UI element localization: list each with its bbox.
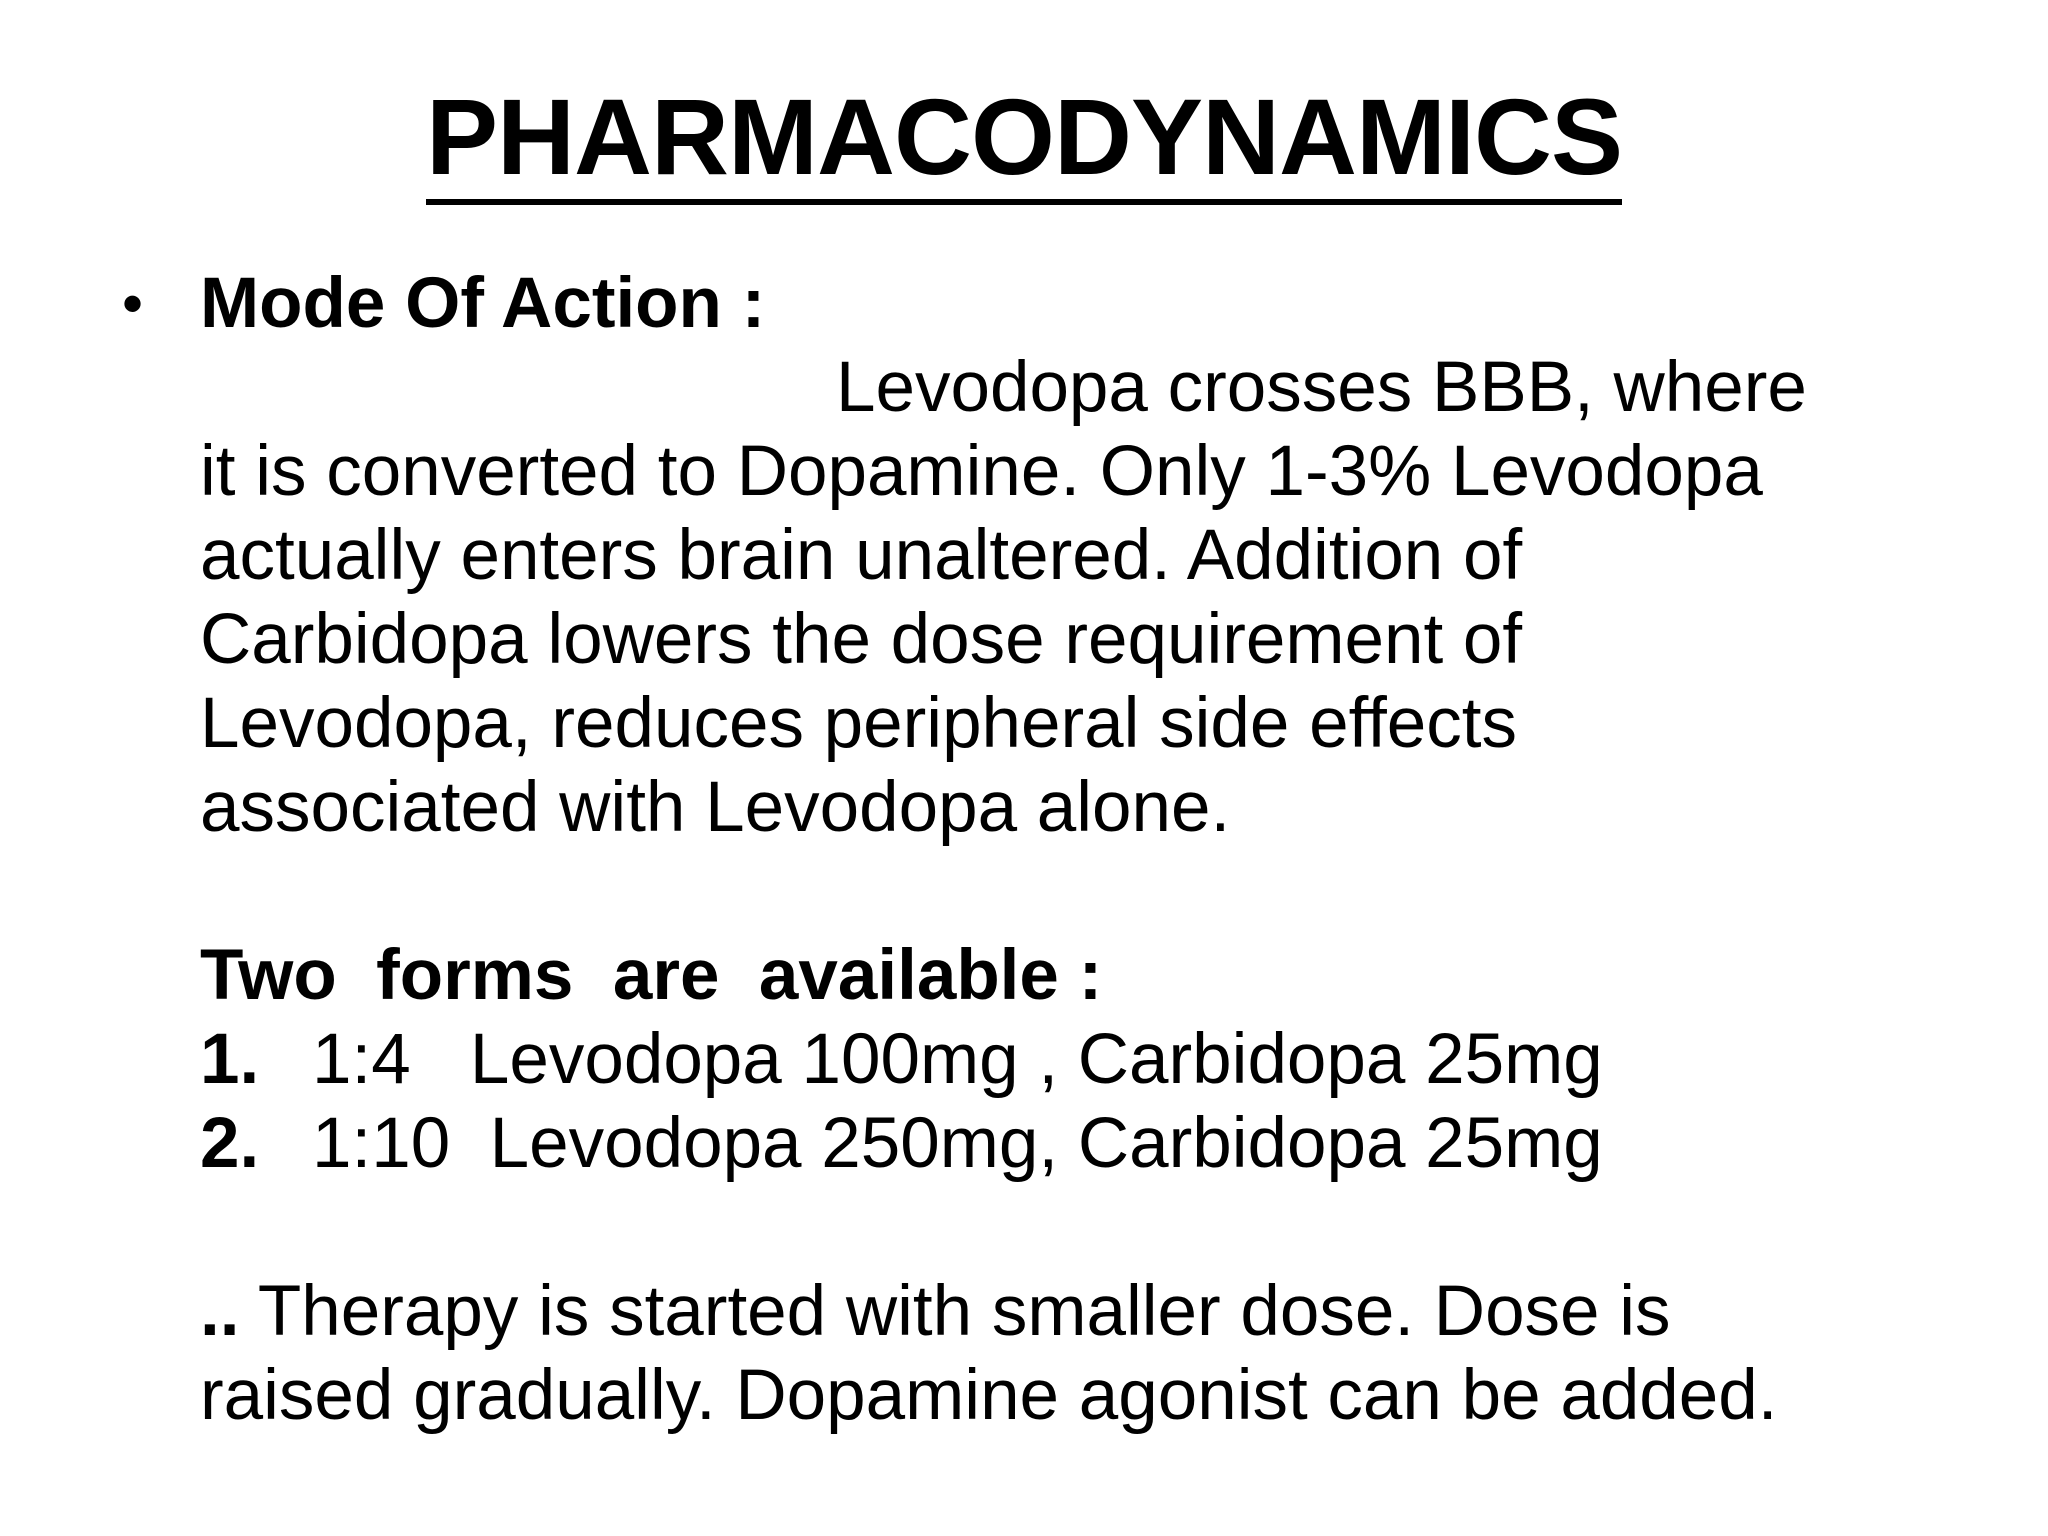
mode-of-action-heading: Mode Of Action : [200, 264, 766, 343]
therapy-line-1 [200, 1270, 1960, 1354]
mode-line-4: Carbidopa lowers the dose requirement of [200, 600, 1523, 679]
form-item-1-text: 1:4 Levodopa 100mg , Carbidopa 25mg [312, 1020, 1603, 1099]
therapy-prefix: .. [200, 1272, 240, 1351]
therapy-line-2: raised gradually. Dopamine agonist can be added. [200, 1356, 1778, 1435]
mode-line-2: it is converted to Dopamine. Only 1-3% Levodopa [200, 432, 1763, 511]
mode-line-3: actually enters brain unaltered. Addition of [200, 516, 1523, 595]
form-item-2 [200, 1102, 1960, 1186]
form-item-1 [200, 1018, 1960, 1102]
form-item-1-number: 1. [200, 1020, 260, 1099]
form-item-2-text: 1:10 Levodopa 250mg, Carbidopa 25mg [312, 1104, 1603, 1183]
form-item-2-number: 2. [200, 1104, 260, 1183]
spacer [200, 850, 1960, 934]
slide-body [122, 262, 1960, 1438]
slide-title [0, 72, 2048, 202]
forms-heading: Two forms are available : [200, 936, 1103, 1015]
mode-line-5: Levodopa, reduces peripheral side effects [200, 684, 1518, 763]
mode-line-6: associated with Levodopa alone. [200, 768, 1231, 847]
bullet-icon: • [122, 270, 144, 337]
therapy-line-1-text: Therapy is started with smaller dose. Dose is [239, 1272, 1671, 1351]
slide-title-text: PHARMACODYNAMICS [426, 76, 1622, 205]
mode-line-1: Levodopa crosses BBB, where [836, 348, 1807, 427]
spacer [200, 1186, 1960, 1270]
